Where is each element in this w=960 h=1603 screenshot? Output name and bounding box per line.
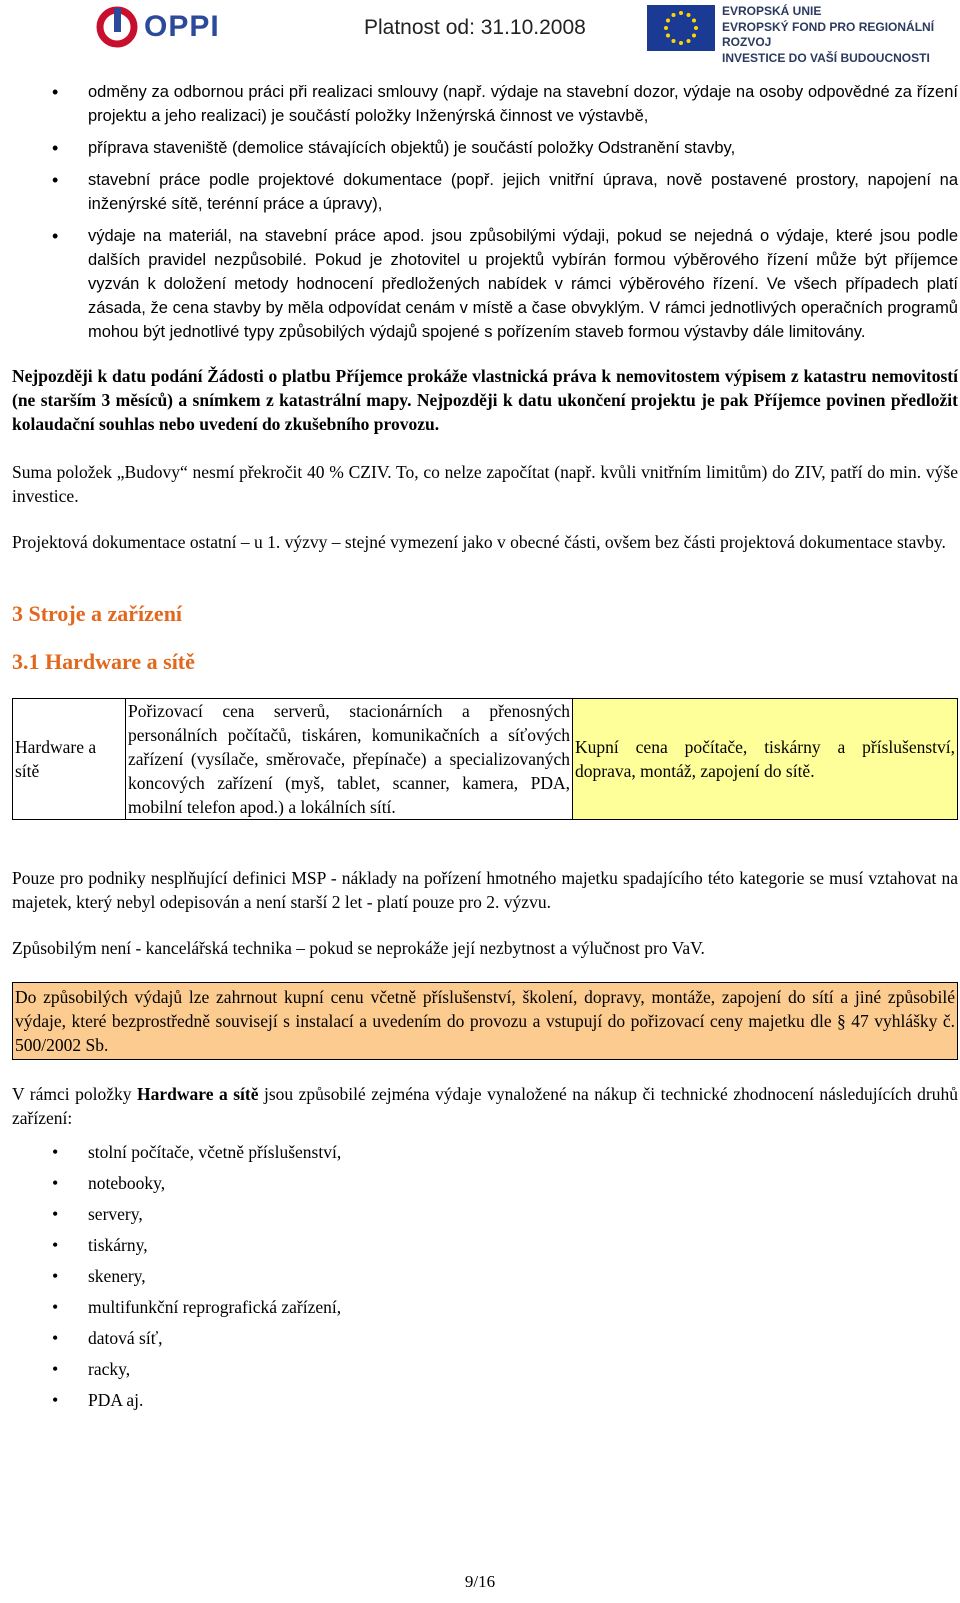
page-content	[12, 80, 958, 1419]
table-row	[13, 699, 958, 820]
logo-text: OPPI	[144, 10, 220, 43]
not-eligible-paragraph: Způsobilým není - kancelářská technika – pokud se neprokáže její nezbytnost a výlučnost pro VaV.	[12, 938, 705, 958]
table-cell-scope: Kupní cena počítače, tiskárny a příslušenství, doprava, montáž, zapojení do sítě.	[573, 699, 958, 820]
intro-bold-term: Hardware a sítě	[137, 1084, 259, 1104]
list-item: • výdaje na materiál, na stavební práce apod. jsou způsobilými výdaji, pokud se nejedná o výdaje, které jsou podle dalších pravidel nezpůsobilé. Pokud je zhotovitel u projektů vybírán formou výběrového řízení může být příjemce vyzván k doložení metody hodnocení předložených nabídek v rámci výběrového řízení. Ve všech případech platí zásada, že cena stavby by měla odpovídat cenám v místě a čase obvyklým. V rámci jednotlivých operačních programů mohou být jednotlivé typy způsobilých výdajů spojené s pořízením staveb formou výstavby dále limitovány.	[12, 224, 958, 344]
eu-line: EVROPSKÁ UNIE	[722, 4, 822, 18]
page-header	[0, 0, 960, 65]
bullet-list-top	[12, 80, 958, 344]
table-cell-description: Pořizovací cena serverů, stacionárních a přenosných personálních počítačů, tiskáren, komunikačních a síťových zařízení (vysílače, směrovače, přepínače) a specializovaných koncových zařízení (myš, tablet, scanner, kamera, PDA, mobilní telefon apod.) a lokálních sítí.	[126, 699, 573, 820]
hardware-table	[12, 698, 958, 820]
oppi-logo-icon	[96, 6, 138, 48]
projektova-paragraph: Projektová dokumentace ostatní – u 1. výzvy – stejné vymezení jako v obecné části, ovšem bez části projektová dokumentace stavby.	[12, 532, 946, 552]
budovy-paragraph: Suma položek „Budovy“ nesmí překročit 40 % CZIV. To, co nelze započítat (např. kvůli vnitřním limitům) do ZIV, patří do min. výše investice.	[12, 462, 958, 506]
list-item: • datová síť,	[12, 1326, 958, 1350]
ownership-paragraph: Nejpozději k datu podání Žádosti o platbu Příjemce prokáže vlastnická práva k nemovitostem výpisem z katastru nemovitostí (ne starším 3 měsíců) a snímkem z katastrální mapy. Nejpozději k datu ukončení projektu je pak Příjemce povinen předložit kolaudační souhlas nebo uvedení do zkušebního provozu.	[12, 366, 958, 434]
oppi-logo	[96, 6, 220, 48]
validity-date: Platnost od: 31.10.2008	[364, 16, 586, 39]
list-item: • skenery,	[12, 1264, 958, 1288]
intro-suffix: jsou způsobilé zejména výdaje vynaložené na nákup či technické zhodnocení následujících druhů zařízení:	[12, 1084, 958, 1128]
intro-prefix: V rámci položky	[12, 1084, 138, 1104]
list-item: • stolní počítače, včetně příslušenství,	[12, 1140, 958, 1164]
table-cell-category: Hardware a sítě	[13, 699, 126, 820]
eu-line: EVROPSKÝ FOND PRO REGIONÁLNÍ ROZVOJ	[722, 19, 935, 49]
list-item: • příprava staveniště (demolice stávajících objektů) je součástí položky Odstranění stavby,	[12, 136, 958, 160]
subsection-heading: 3.1 Hardware a sítě	[12, 649, 195, 674]
eu-line: INVESTICE DO VAŠÍ BUDOUCNOSTI	[722, 50, 930, 65]
list-item: • notebooky,	[12, 1171, 958, 1195]
list-item: • PDA aj.	[12, 1388, 958, 1412]
list-item: • racky,	[12, 1357, 958, 1381]
hardware-intro-paragraph	[12, 1082, 958, 1130]
list-item: • multifunkční reprografická zařízení,	[12, 1295, 958, 1319]
eligible-costs-note: Do způsobilých výdajů lze zahrnout kupní cenu včetně příslušenství, školení, dopravy, montáže, zapojení do sítí a jiné způsobilé výdaje, které bezprostředně souvisejí s instalací a uvedením do provozu a vstupují do pořizovací ceny majetku dle § 47 vyhlášky č. 500/2002 Sb.	[12, 982, 958, 1060]
section-heading: 3 Stroje a zařízení	[12, 601, 183, 626]
page-number: 9/16	[464, 1572, 496, 1591]
list-item: • stavební práce podle projektové dokumentace (popř. jejich vnitřní úprava, nově postavené prostory, napojení na inženýrské sítě, terénní práce a úpravy),	[12, 168, 958, 216]
list-item: • tiskárny,	[12, 1233, 958, 1257]
list-item: • servery,	[12, 1202, 958, 1226]
equipment-list	[12, 1140, 958, 1412]
msp-paragraph: Pouze pro podniky nesplňující definici MSP - náklady na pořízení hmotného majetku spadajícího této kategorie se musí vztahovat na majetek, který nebyl odepisován a není starší 2 let - platí pouze pro 2. výzvu.	[12, 868, 958, 912]
eu-text-block	[722, 4, 960, 66]
list-item: • odměny za odbornou práci při realizaci smlouvy (např. výdaje na stavební dozor, výdaje na osoby odpovědné za řízení projektu a jeho realizaci) je součástí položky Inženýrská činnost ve výstavbě,	[12, 80, 958, 128]
eu-flag-icon	[647, 5, 715, 51]
